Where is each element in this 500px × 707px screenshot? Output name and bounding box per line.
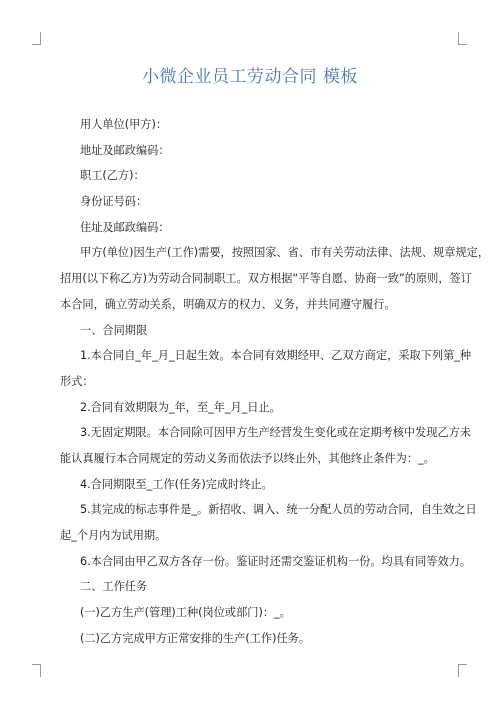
paragraph-line: 本合同，确立劳动关系，明确双方的权力、义务，并共同遵守履行。 xyxy=(60,297,396,311)
paragraph-line: 5.其完成的标志事件是_。新招收、调入、统一分配人员的劳动合同，自生效之日 xyxy=(80,503,477,517)
paragraph-line: 招用(以下称乙方)为劳动合同制职工。双方根据“平等自愿、协商一致”的原则，签订 xyxy=(60,272,472,286)
page-corner-mark-bottom-left xyxy=(32,664,41,677)
paragraph-line: 形式： xyxy=(60,374,94,388)
section-heading-contract-term: 一、合同期限 xyxy=(80,323,148,337)
page-corner-mark-top-left xyxy=(32,32,41,45)
paragraph-line: 2.合同有效期限为_年，至_年_月_日止。 xyxy=(80,400,281,414)
document-body xyxy=(60,112,490,651)
paragraph-line: 3.无固定期限。本合同除可因甲方生产经营发生变化或在定期考核中发现乙方未 xyxy=(80,426,472,440)
paragraph-line: 甲方(单位)因生产(工作)需要，按照国家、省、市有关劳动法律、法规、规章规定， xyxy=(80,246,490,260)
document-title: 小微企业员工劳动合同 模板 xyxy=(142,67,358,87)
page-corner-mark-bottom-right xyxy=(458,664,467,677)
paragraph-line: (二)乙方完成甲方正常安排的生产(工作)任务。 xyxy=(80,631,311,645)
paragraph-line: 6.本合同由甲乙双方各存一份。鉴证时还需交鉴证机构一份。均具有同等效力。 xyxy=(80,554,472,568)
page-corner-mark-top-right xyxy=(458,32,467,45)
field-employer: 用人单位(甲方)： xyxy=(80,118,168,131)
paragraph-line: 4.合同期限至_工作(任务)完成时终止。 xyxy=(80,477,273,491)
field-employee-address: 住址及邮政编码： xyxy=(80,220,170,234)
field-employee: 职工(乙方)： xyxy=(80,169,145,183)
section-heading-work-tasks: 二、工作任务 xyxy=(80,580,148,594)
field-employer-address: 地址及邮政编码： xyxy=(80,143,170,157)
paragraph-line: (一)乙方生产(管理)工种(岗位或部门)：_。 xyxy=(80,606,291,620)
paragraph-line: 起_个月内为试用期。 xyxy=(60,529,167,542)
paragraph-line: 1.本合同自_年_月_日起生效。本合同有效期经甲、乙双方商定，采取下列第_种 xyxy=(80,349,472,363)
paragraph-line: 能认真履行本合同规定的劳动义务而依法予以终止外，其他终止条件为：_。 xyxy=(60,451,435,465)
field-id-number: 身份证号码： xyxy=(80,195,148,209)
